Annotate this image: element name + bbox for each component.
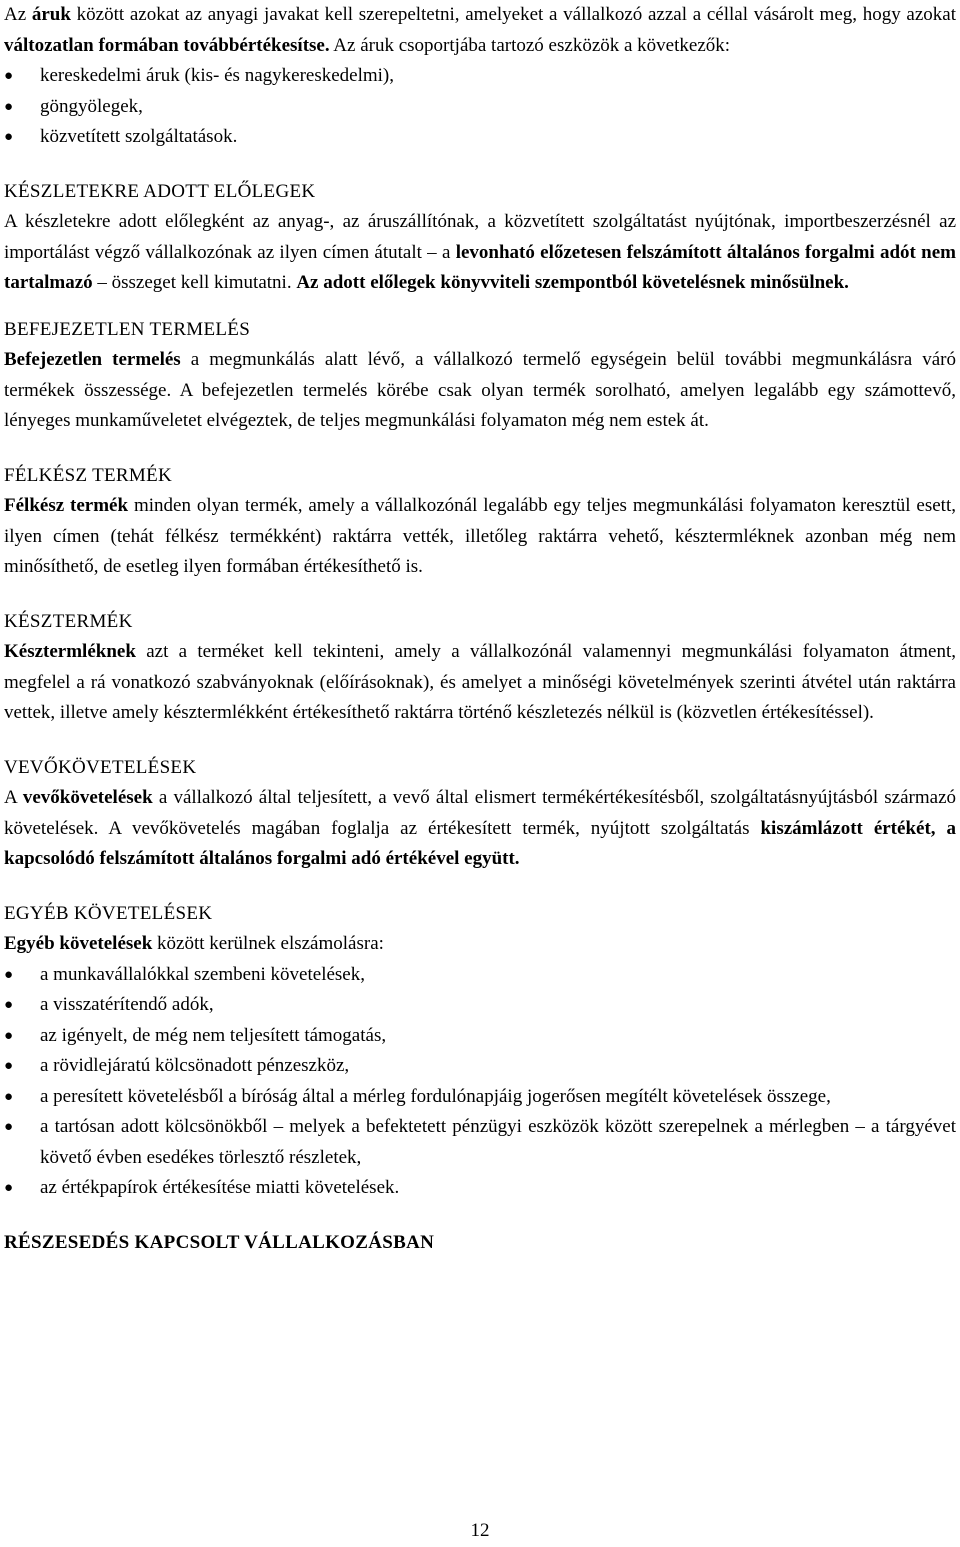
keszletekre-paragraph	[4, 207, 956, 299]
spacer	[4, 583, 956, 607]
bold-term: vevőkövetelések	[22, 787, 153, 808]
list-item	[4, 960, 956, 991]
bullet-icon: ●	[4, 1119, 14, 1135]
document-page	[4, 0, 956, 1258]
text-span: – összeget kell kimutatni.	[92, 272, 297, 293]
bold-term: kiszámlázott értékét, a kapcsolódó felszámított általános forgalmi adó értékével együtt.	[4, 817, 956, 869]
list-item-text: az igényelt, de még nem teljesített támogatás,	[40, 1024, 387, 1046]
bullet-icon: ●	[4, 966, 14, 983]
list-item	[4, 1173, 956, 1204]
bullet-icon: ●	[4, 98, 14, 115]
list-item	[4, 122, 956, 153]
list-item-text: a rövidlejáratú kölcsönadott pénzeszköz,	[40, 1055, 350, 1076]
text-span: Az áruk csoportjába tartozó eszközök a következők:	[329, 34, 731, 56]
list-item-text: az értékpapírok értékesítése miatti követelések.	[40, 1177, 400, 1198]
bullet-icon: ●	[4, 1088, 14, 1105]
bold-term: Késztermléknek	[4, 641, 136, 662]
list-item	[4, 1112, 956, 1173]
spacer	[4, 1204, 956, 1228]
page-number: 12	[470, 1520, 490, 1541]
vevo-paragraph	[4, 783, 956, 875]
spacer	[4, 299, 956, 315]
egyeb-list	[4, 960, 956, 1204]
list-item-text: a peresített követelésből a bíróság által a mérleg fordulónapjáig jogerősen megítélt követelések összege,	[40, 1085, 831, 1107]
spacer	[4, 875, 956, 899]
list-item	[4, 1082, 956, 1113]
list-item-text: a tartósan adott kölcsönökből – melyek a befektetett pénzügyi eszközök között szerepelnek a mérlegben – a tárgyévet követő évben esedékes törlesztő részletek,	[40, 1116, 956, 1168]
list-item-text: közvetített szolgáltatások.	[40, 126, 238, 147]
bold-term: Befejezetlen termelés	[4, 349, 181, 370]
section-heading-egyeb: EGYÉB KÖVETELÉSEK	[4, 902, 213, 924]
section-heading-befejezetlen: BEFEJEZETLEN TERMELÉS	[4, 318, 251, 340]
intro-list	[4, 61, 956, 153]
bold-term: áruk	[31, 4, 71, 25]
section-heading-vevo: VEVŐKÖVETELÉSEK	[4, 756, 197, 778]
spacer	[4, 437, 956, 461]
section-heading-felkesz: FÉLKÉSZ TERMÉK	[4, 464, 172, 486]
bold-term: Az adott előlegek könyvviteli szempontból követelésnek minősülnek.	[296, 272, 849, 293]
list-item-text: göngyölegek,	[40, 95, 143, 117]
bullet-icon: ●	[4, 1058, 14, 1074]
bold-term: Félkész termék	[4, 495, 129, 516]
section-heading-keszletekre: KÉSZLETEKRE ADOTT ELŐLEGEK	[4, 180, 316, 202]
section-heading-reszesedes: RÉSZESEDÉS KAPCSOLT VÁLLALKOZÁSBAN	[4, 1231, 435, 1253]
bullet-icon: ●	[4, 68, 14, 84]
felkesz-paragraph	[4, 491, 956, 583]
list-item-text: a visszatérítendő adók,	[40, 994, 214, 1015]
bullet-icon: ●	[4, 1180, 14, 1196]
list-item	[4, 1021, 956, 1052]
list-item	[4, 1051, 956, 1082]
list-item	[4, 990, 956, 1021]
bold-term: levonható előzetesen felszámított általános forgalmi adót nem tartalmazó	[4, 241, 956, 293]
list-item	[4, 92, 956, 123]
bold-term: Egyéb követelések	[4, 933, 153, 954]
text-span: között azokat az anyagi javakat kell szerepeltetni, amelyeket a vállalkozó azzal a céllal vásárolt meg, hogy azokat	[70, 4, 956, 25]
text-span: között kerülnek elszámolásra:	[152, 933, 384, 954]
text-span: azt a terméket kell tekinteni, amely a vállalkozónál valamennyi megmunkálási folyamaton átment, megfelel a rá vonatkozó szabványoknak (előírásoknak), és amelyet a minőségi követelmények szerinti átvétel után raktárra vettek, illetve amely késztermlékként értékesíthető raktárra történő készletezés nélkül is (közvetlen értékesítéssel).	[4, 641, 956, 723]
text-span: minden olyan termék, amely a vállalkozónál legalább egy teljes megmunkálási folyamaton keresztül esett, ilyen címen (tehát félkész termékként) raktárra vették, illetőleg raktárra vehető, késztermléknek azonban még nem minősíthető, de esetleg ilyen formában értékesíthető is.	[4, 495, 956, 577]
bold-term: változatlan formában továbbértékesítse.	[4, 34, 330, 56]
text-span: a vállalkozó által teljesített, a vevő által elismert termékértékesítésből, szolgáltatásnyújtásból származó követelések. A vevőkövetelés magában foglalja az értékesített termék, nyújtott szolgáltatás	[4, 787, 956, 839]
spacer	[4, 153, 956, 177]
bullet-icon: ●	[4, 997, 14, 1013]
list-item-text: a munkavállalókkal szembeni követelések,	[40, 963, 365, 985]
list-item	[4, 61, 956, 92]
intro-paragraph	[4, 0, 956, 61]
bullet-icon: ●	[4, 129, 14, 145]
egyeb-intro	[4, 929, 956, 960]
text-span: Az	[4, 4, 32, 25]
keszmermek-paragraph	[4, 637, 956, 729]
text-span: A készletekre adott előlegként az anyag-, az áruszállítónak, a közvetített szolgáltatást nyújtónak, importbeszerzésnél az importálást végző vállalkozónak az ilyen címen átutalt – a	[4, 211, 956, 263]
bullet-icon: ●	[4, 1027, 14, 1044]
list-item-text: kereskedelmi áruk (kis- és nagykereskedelmi),	[40, 65, 395, 86]
section-heading-keszmermek: KÉSZTERMÉK	[4, 610, 133, 632]
text-span: a megmunkálás alatt lévő, a vállalkozó termelő egységein belül további megmunkálásra váró termékek összessége. A befejezetlen termelés körébe csak olyan termék sorolható, amelyen legalább egy számottevő, lényeges munkaműveletet elvégeztek, de teljes megmunkálási folyamaton még nem estek át.	[4, 349, 956, 431]
spacer	[4, 729, 956, 753]
befejezetlen-paragraph	[4, 345, 956, 437]
text-span: A	[4, 787, 23, 808]
